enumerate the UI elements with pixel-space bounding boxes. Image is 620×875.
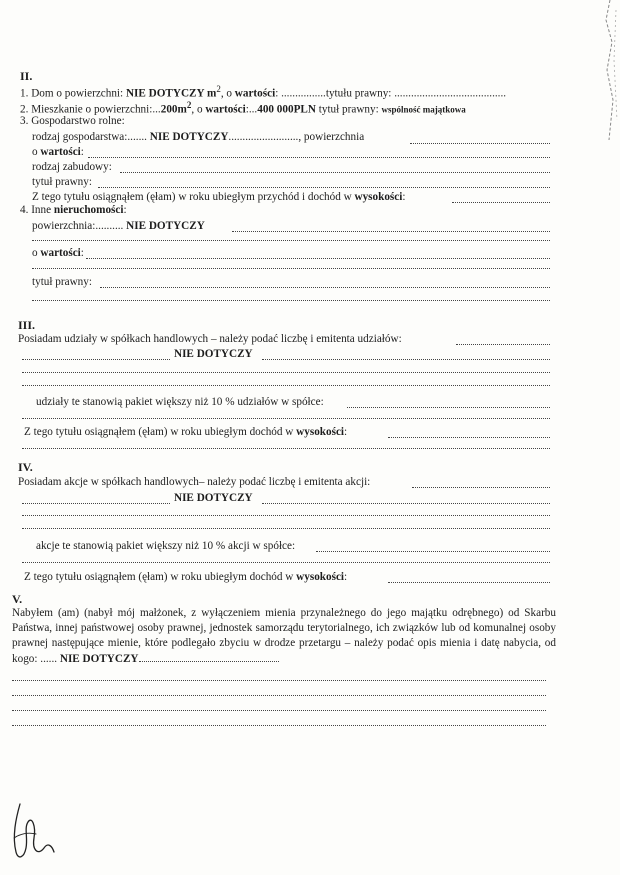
dotted-line	[100, 287, 550, 288]
dotted-line	[22, 372, 550, 373]
handwritten-signature	[6, 798, 66, 868]
farm-legal-title-label: tytuł prawny:	[32, 176, 92, 188]
dotted-line	[120, 172, 550, 173]
stocks-label: Posiadam akcje w spółkach handlowych– należy podać liczbę i emitenta akcji:	[18, 476, 371, 488]
section-3-title: III.	[18, 318, 36, 332]
stocks-income-row: Z tego tytułu osiągnąłem (ęłam) w roku ubiegłym dochód w wysokości:	[24, 571, 348, 583]
other-value-row: o wartości:	[32, 247, 84, 259]
dotted-line	[32, 240, 550, 241]
dotted-line	[12, 725, 546, 726]
stocks-value: NIE DOTYCZY	[174, 492, 253, 504]
section-2-title: II.	[20, 69, 33, 83]
dotted-line	[22, 418, 550, 419]
other-area-row: powierzchnia:.......... NIE DOTYCZY	[32, 220, 205, 232]
farm-value-row: o wartości:	[32, 146, 84, 158]
dotted-line	[22, 359, 170, 360]
dotted-line	[12, 710, 546, 711]
dotted-line	[12, 695, 546, 696]
scan-edge-mark	[580, 0, 620, 140]
farm-income-row: Z tego tytułu osiągnąłem (ęłam) w roku ubiegłym przychód i dochód w wysokości:	[32, 191, 406, 203]
dotted-line	[262, 359, 550, 360]
dotted-line	[262, 503, 550, 504]
dotted-line	[22, 385, 550, 386]
shares-value: NIE DOTYCZY	[174, 348, 253, 360]
apartment-area: 200m	[160, 103, 187, 116]
other-area-value: NIE DOTYCZY	[126, 220, 205, 232]
house-unit: m	[204, 87, 217, 100]
apartment-legal-title: wspólność majątkowa	[381, 104, 466, 115]
dotted-line	[98, 187, 550, 188]
dotted-line	[86, 258, 550, 259]
dotted-line	[388, 582, 550, 583]
house-title-label: : ................tytułu prawny: ........................................	[275, 87, 507, 100]
shares-stake-label: udziały te stanowią pakiet większy niż 10 % udziałów w spółce:	[36, 396, 324, 408]
dotted-line	[139, 651, 279, 662]
farm-type-row: rodzaj gospodarstwa:....... NIE DOTYCZY........................., powierzchnia	[32, 131, 365, 143]
other-property-heading: 4. Inne nieruchomości:	[20, 204, 127, 216]
stocks-stake-label: akcje te stanowią pakiet większy niż 10 % akcji w spółce:	[36, 540, 296, 552]
section-4-title: IV.	[18, 460, 33, 474]
dotted-line	[32, 268, 550, 269]
farm-type-value: NIE DOTYCZY	[149, 131, 229, 143]
house-value: NIE DOTYCZY	[125, 87, 205, 100]
shares-income-row: Z tego tytułu osiągnąłem (ęłam) w roku ubiegłym dochód w wysokości:	[24, 426, 348, 438]
apartment-row: 2. Mieszkanie o $powierzchni:...200m^2$, o wartości:...400 000PLN tytuł prawny: wspólność majątkowa	[20, 100, 466, 116]
house-label: 1. Dom o powierzchni:	[20, 87, 126, 100]
dotted-line	[232, 231, 550, 232]
dotted-line	[22, 562, 550, 563]
house-row: 1. Dom o powierzchni: NIE DOTYCZY $m^2$, o wartości: ................tytułu prawny: ........................................	[20, 84, 507, 100]
section-5-title: V.	[12, 592, 23, 606]
acquired-property-value: NIE DOTYCZY	[59, 653, 139, 665]
dotted-line	[22, 528, 550, 529]
dotted-line	[347, 407, 550, 408]
dotted-line	[12, 680, 546, 681]
dotted-line	[32, 300, 550, 301]
dotted-line	[410, 143, 550, 144]
apartment-value: 400 000PLN	[257, 103, 316, 116]
other-legal-title-label: tytuł prawny:	[32, 276, 92, 288]
dotted-line	[456, 344, 550, 345]
dotted-line	[452, 202, 550, 203]
dotted-line	[22, 448, 550, 449]
dotted-line	[88, 157, 550, 158]
dotted-line	[316, 551, 550, 552]
dotted-line	[22, 503, 170, 504]
farm-buildings-label: rodzaj zabudowy:	[32, 161, 112, 173]
dotted-line	[388, 437, 550, 438]
apartment-label: 2. Mieszkanie o powierzchni:...	[20, 103, 161, 116]
dotted-line	[412, 487, 550, 488]
farm-heading: 3. Gospodarstwo rolne:	[20, 115, 125, 127]
acquired-property-paragraph: Nabyłem (am) (nabył mój małżonek, z wyłączeniem mienia przynależnego do jego majątku odrębnego) od Skarbu Państwa, innej państwowej osoby prawnej, jednostek samorządu terytorialnego, ich związków lub od komunalnej osoby prawnej następujące mienie, które podlegało zbyciu w drodze przetargu – należy podać opis mienia i datę nabycia, od kogo: ...... NIE DOTYCZY	[12, 607, 556, 665]
shares-label: Posiadam udziały w spółkach handlowych – należy podać liczbę i emitenta udziałów:	[18, 333, 402, 345]
dotted-line	[22, 515, 550, 516]
